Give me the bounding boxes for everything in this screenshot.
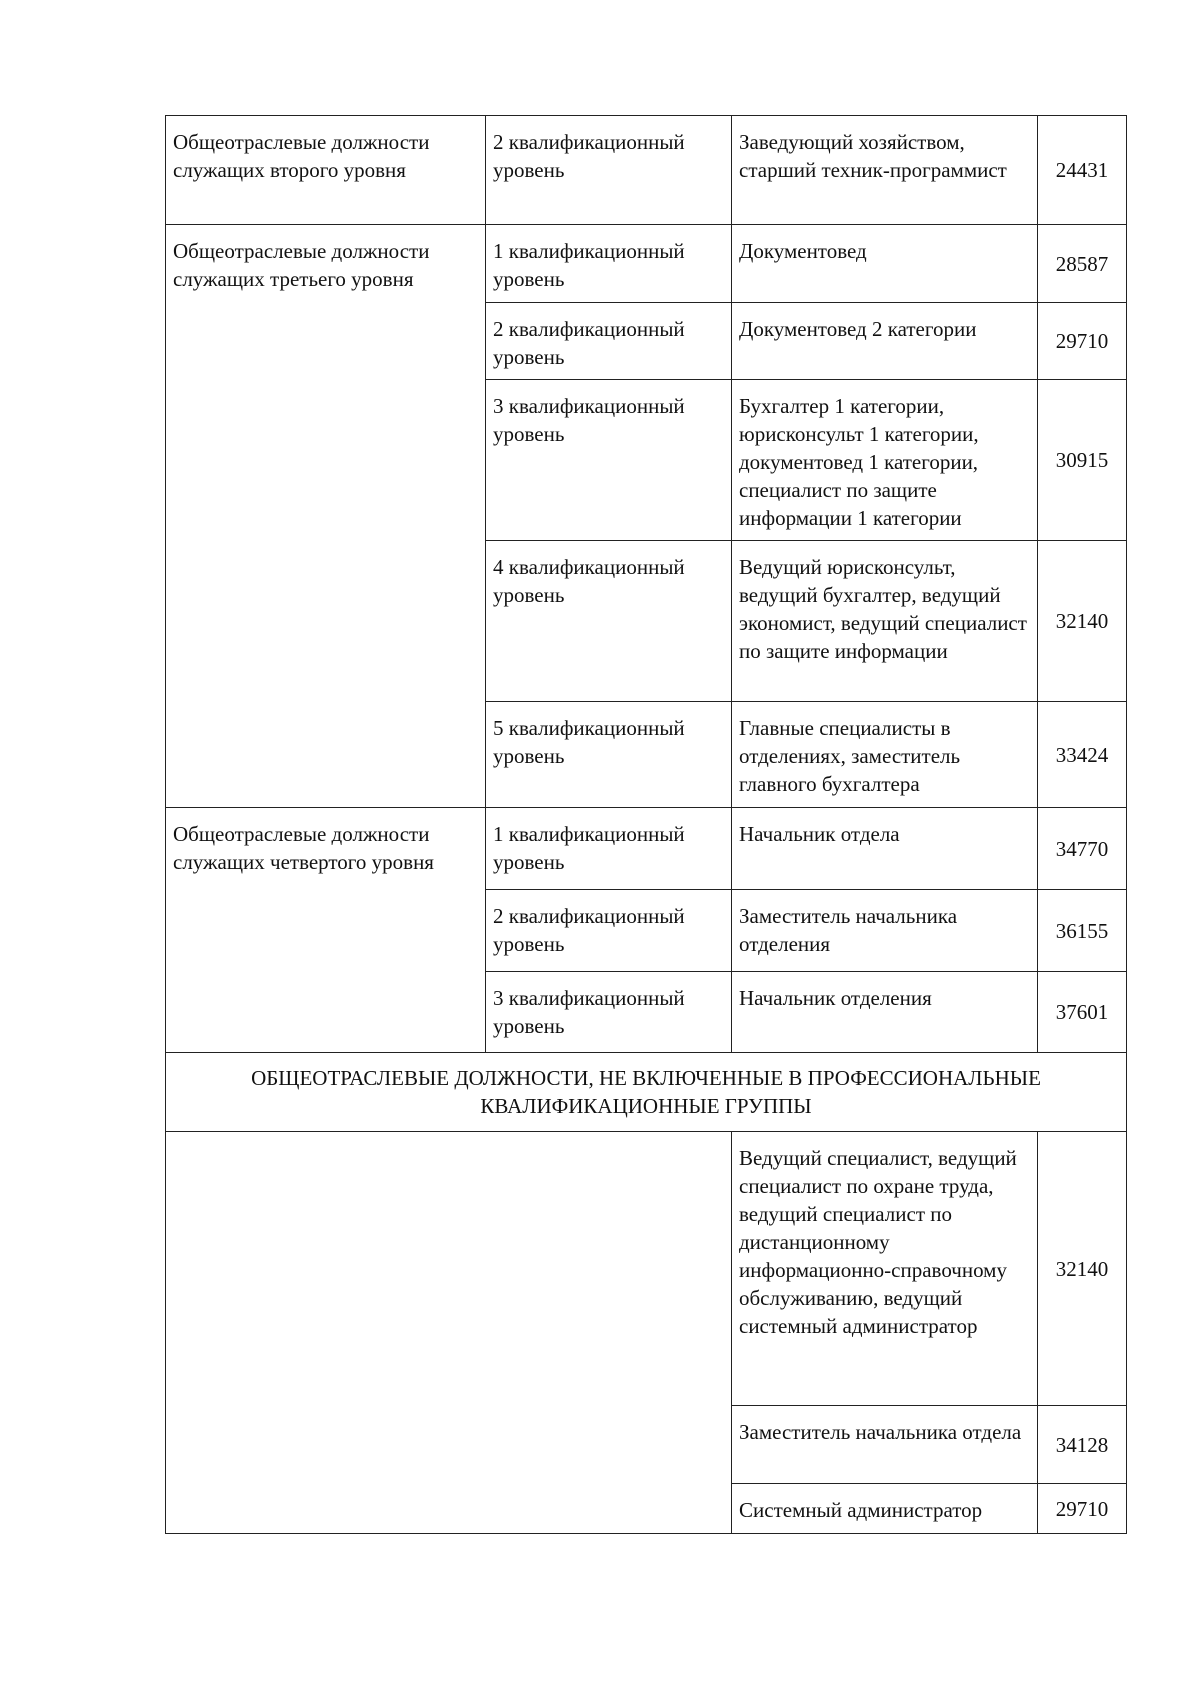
level-cell: 1 квалификационный уровень <box>486 808 732 890</box>
positions-cell: Заместитель начальника отдела <box>732 1406 1038 1484</box>
salary-cell: 32140 <box>1038 541 1127 702</box>
table-row <box>166 225 1127 303</box>
salary-cell: 30915 <box>1038 380 1127 541</box>
positions-cell: Ведущий юрисконсульт, ведущий бухгалтер, ведущий экономист, ведущий специалист по защите информации <box>732 541 1038 702</box>
section-header-row <box>166 1053 1127 1132</box>
group-cell: Общеотраслевые должности служащих второго уровня <box>166 116 486 225</box>
positions-cell: Документовед 2 категории <box>732 303 1038 380</box>
positions-cell: Документовед <box>732 225 1038 303</box>
level-cell: 3 квалификационный уровень <box>486 972 732 1053</box>
salary-cell: 32140 <box>1038 1132 1127 1406</box>
salary-cell: 24431 <box>1038 116 1127 225</box>
table-row <box>166 116 1127 225</box>
positions-cell: Главные специалисты в отделениях, заместитель главного бухгалтера <box>732 702 1038 808</box>
positions-cell: Заместитель начальника отделения <box>732 890 1038 972</box>
positions-cell: Системный администратор <box>732 1484 1038 1534</box>
level-cell: 5 квалификационный уровень <box>486 702 732 808</box>
salary-cell: 37601 <box>1038 972 1127 1053</box>
empty-cell <box>166 1132 732 1534</box>
section-header: ОБЩЕОТРАСЛЕВЫЕ ДОЛЖНОСТИ, НЕ ВКЛЮЧЕННЫЕ В ПРОФЕССИОНАЛЬНЫЕ КВАЛИФИКАЦИОННЫЕ ГРУППЫ <box>166 1053 1127 1132</box>
salary-cell: 34770 <box>1038 808 1127 890</box>
level-cell: 2 квалификационный уровень <box>486 116 732 225</box>
salary-table <box>165 115 1127 1534</box>
group-cell: Общеотраслевые должности служащих третьего уровня <box>166 225 486 808</box>
group-cell: Общеотраслевые должности служащих четвертого уровня <box>166 808 486 1053</box>
level-cell: 1 квалификационный уровень <box>486 225 732 303</box>
positions-cell: Бухгалтер 1 категории, юрисконсульт 1 категории, документовед 1 категории, специалист по защите информации 1 категории <box>732 380 1038 541</box>
positions-cell: Начальник отдела <box>732 808 1038 890</box>
salary-cell: 29710 <box>1038 1484 1127 1534</box>
positions-cell: Начальник отделения <box>732 972 1038 1053</box>
level-cell: 2 квалификационный уровень <box>486 890 732 972</box>
level-cell: 4 квалификационный уровень <box>486 541 732 702</box>
level-cell: 2 квалификационный уровень <box>486 303 732 380</box>
salary-cell: 34128 <box>1038 1406 1127 1484</box>
salary-cell: 33424 <box>1038 702 1127 808</box>
positions-cell: Заведующий хозяйством, старший техник-программист <box>732 116 1038 225</box>
table-row <box>166 1132 1127 1406</box>
salary-cell: 28587 <box>1038 225 1127 303</box>
salary-cell: 36155 <box>1038 890 1127 972</box>
salary-cell: 29710 <box>1038 303 1127 380</box>
level-cell: 3 квалификационный уровень <box>486 380 732 541</box>
table-row <box>166 808 1127 890</box>
positions-cell: Ведущий специалист, ведущий специалист по охране труда, ведущий специалист по дистанционному информационно-справочному обслуживанию, ведущий системный администратор <box>732 1132 1038 1406</box>
